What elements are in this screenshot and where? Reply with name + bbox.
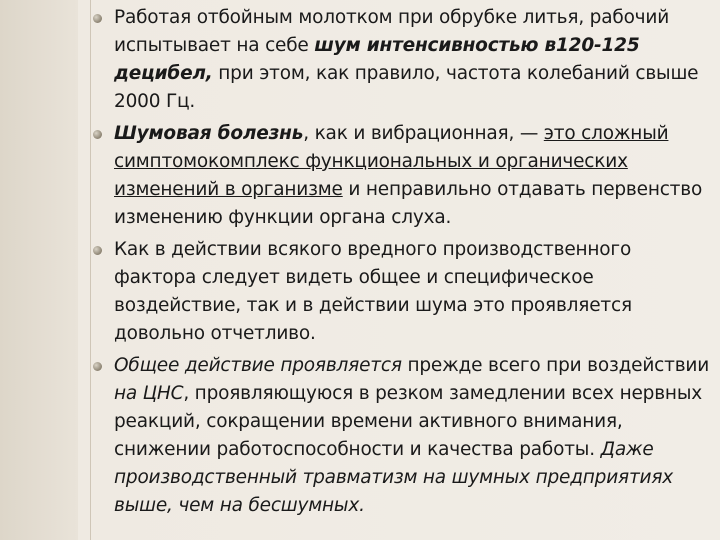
italic-text: Даже xyxy=(600,439,654,460)
emphasis-text: Шумовая болезнь xyxy=(114,123,304,144)
left-decor-line xyxy=(90,0,91,540)
italic-text: на ЦНС xyxy=(114,383,184,404)
left-decor-bar xyxy=(0,0,78,540)
bullet-icon xyxy=(93,14,102,23)
bullet-icon xyxy=(93,246,102,255)
bullet-icon xyxy=(93,130,102,139)
bullet-icon xyxy=(93,362,102,371)
bullet-list xyxy=(92,4,714,520)
slide-content xyxy=(92,0,714,524)
text: при этом, как правило, частота колебаний свыше 2000 Гц. xyxy=(114,63,699,112)
bullet-item-4 xyxy=(92,352,714,520)
bullet-item-1 xyxy=(92,4,714,116)
text: , как и вибрационная, — xyxy=(303,123,544,144)
italic-text: производственный травматизм на шумных предприятиях выше, чем на бесшумных. xyxy=(114,467,674,516)
italic-text: Общее действие проявляется xyxy=(114,355,402,376)
bullet-item-2 xyxy=(92,120,714,232)
underlined-text: это сложный симптомокомплекс функциональных и органических изменений в организме xyxy=(114,123,669,200)
bullet-item-3 xyxy=(92,236,714,348)
text: Работая отбойным молотком при обрубке литья, рабочий испытывает на себе xyxy=(114,7,670,56)
text: Как в действии всякого вредного производственного фактора следует видеть общее и специфическое воздействие, так и в действии шума это проявляется довольно отчетливо. xyxy=(114,239,632,344)
emphasis-text: шум интенсивностью в120-125 децибел, xyxy=(114,35,640,84)
text: , проявляющуюся в резком замедлении всех нервных реакций, сокращении времени активного внимания, снижении работоспособности и качества работы. xyxy=(114,383,702,460)
text: и неправильно отдавать первенство изменению функции органа слуха. xyxy=(114,179,703,228)
text: прежде всего при воздействии xyxy=(401,355,710,376)
